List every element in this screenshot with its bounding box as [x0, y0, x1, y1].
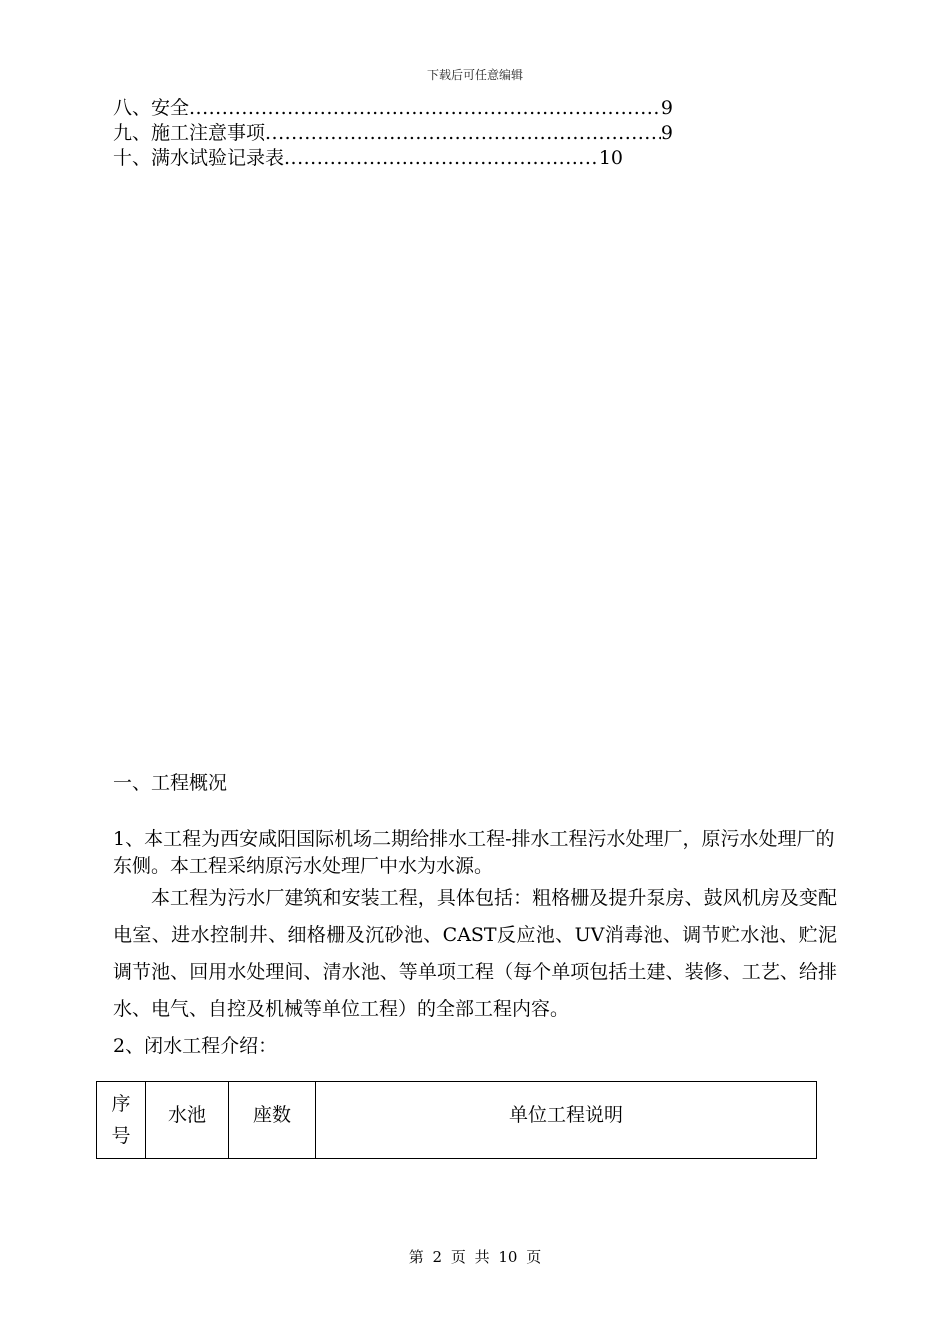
toc-entry-title: 九、施工注意事项	[113, 122, 266, 144]
section-body	[113, 826, 837, 1065]
closed-water-table	[96, 1081, 817, 1159]
toc-entry-page: 10	[598, 147, 623, 169]
toc-entry-page: 9	[660, 122, 673, 144]
page-footer: 第 2 页 共 10 页	[408, 1248, 542, 1266]
header-pool-label: 水池	[167, 1104, 206, 1126]
toc-entry[interactable]	[113, 146, 623, 171]
header-seq-top: 序	[111, 1093, 131, 1115]
header-description-label: 单位工程说明	[508, 1104, 623, 1126]
header-count-label: 座数	[252, 1104, 291, 1126]
paragraph-closed-water-intro: 2、闭水工程介绍：	[113, 1035, 278, 1057]
paragraph-project-scope: 本工程为污水厂建筑和安装工程，具体包括：粗格栅及提升泵房、鼓风机房及变配电室、进水控制井、细格栅及沉砂池、CAST反应池、UV消毒池、调节贮水池、贮泥调节池、回用水处理间、清水池、等单项工程（每个单项包括土建、装修、工艺、给排水、电气、自控及机械等单位工程）的全部工程内容。	[113, 887, 837, 1020]
header-pool	[146, 1082, 229, 1159]
toc-entry-page: 9	[660, 97, 673, 119]
toc-leader-dots	[284, 146, 599, 171]
table-of-contents	[113, 96, 673, 171]
toc-entry[interactable]	[113, 121, 673, 146]
toc-leader-dots	[189, 96, 661, 121]
page-header: 下载后可任意编辑	[426, 68, 523, 82]
paragraph-project-location: 1、本工程为西安咸阳国际机场二期给排水工程-排水工程污水处理厂，原污水处理厂的东侧。本工程采纳原污水处理厂中水为水源。	[113, 828, 835, 877]
table-header-row	[97, 1082, 817, 1159]
header-seq	[97, 1082, 146, 1159]
section-heading: 一、工程概况	[113, 772, 228, 794]
toc-entry[interactable]	[113, 96, 673, 121]
toc-entry-title: 十、满水试验记录表	[113, 147, 285, 169]
header-description	[316, 1082, 817, 1159]
header-seq-bottom: 号	[111, 1125, 131, 1147]
toc-leader-dots	[265, 121, 661, 146]
toc-entry-title: 八、安全	[113, 97, 190, 119]
header-count	[229, 1082, 316, 1159]
